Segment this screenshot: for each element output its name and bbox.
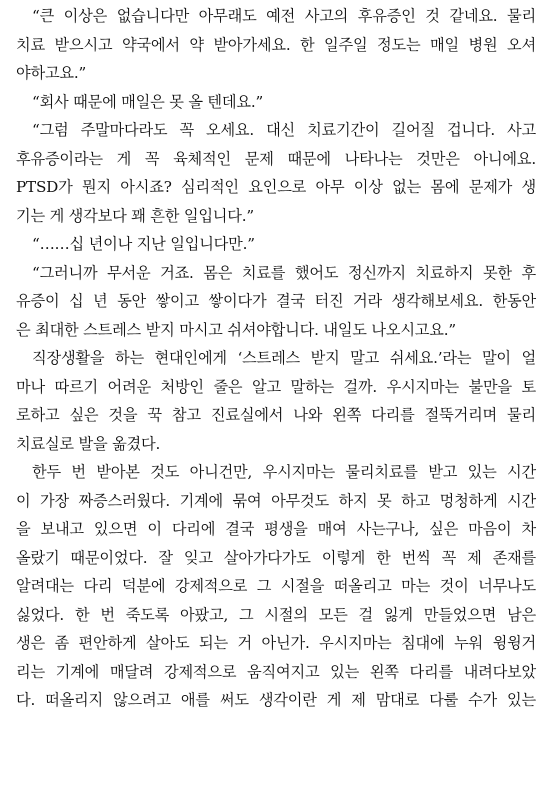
text-line: 이 가장 짜증스러웠다. 기계에 묶여 아무것도 하지 못 하고 멍청하게 시간 <box>16 491 536 510</box>
text-line: 을 보내고 있으면 이 다리에 결국 평생을 매여 사는구나, 싶은 마음이 차 <box>16 520 536 538</box>
text-line: 한두 번 받아본 것도 아니건만, 우시지마는 물리치료를 받고 있는 시간 <box>32 463 536 481</box>
text-line: 후유증이라는 게 꼭 육체적인 문제 때문에 나타나는 것만은 아니에요. <box>16 149 536 168</box>
text-line: 로하고 싶은 것을 꾹 참고 진료실에서 나와 왼쪽 다리를 절뚝거리며 물리 <box>16 406 536 424</box>
text-line: 직장생활을 하는 현대인에게 ‘스트레스 받지 말고 쉬세요.’라는 말이 얼 <box>32 349 536 367</box>
text-line: 야하고요.” <box>16 64 87 82</box>
text-line: “……십 년이나 지난 일입니다만.” <box>32 235 255 253</box>
text-line: “그러니까 무서운 거죠. 몸은 치료를 했어도 정신까지 치료하지 못한 후 <box>32 263 536 282</box>
text-line: 알려대는 다리 덕분에 강제적으로 그 시절을 떠올리고 마는 것이 너무나도 <box>16 577 536 595</box>
text-line: 올랐기 때문이었다. 잘 잊고 살아가다가도 이렇게 한 번씩 꼭 제 존재를 <box>16 548 536 567</box>
document-page <box>16 2 536 715</box>
text-line: 마나 따르기 어려운 처방인 줄은 알고 말하는 걸까. 우시지마는 불만을 토 <box>16 377 536 396</box>
text-line: 유증이 십 년 동안 쌓이고 쌓이다가 결국 터진 거라 생각해보세요. 한동안 <box>16 292 536 310</box>
text-line: 기는 게 생각보다 꽤 흔한 일입니다.” <box>16 206 254 225</box>
text-line: PTSD가 뭔지 아시죠? 심리적인 요인으로 아무 이상 없는 몸에 문제가 생 <box>16 178 536 196</box>
text-line: 다. 떠올리지 않으려고 애를 써도 생각이란 게 제 맘대로 다룰 수가 있는 <box>16 691 536 709</box>
text-line: “큰 이상은 없습니다만 아무래도 예전 사고의 후유증인 것 같네요. 물리 <box>32 7 536 25</box>
text-line: 싫었다. 한 번 죽도록 아팠고, 그 시절의 모든 걸 잃게 만들었으면 남은 <box>16 605 536 624</box>
text-line: 치료 받으시고 약국에서 약 받아가세요. 한 일주일 정도는 매일 병원 오셔 <box>16 35 536 54</box>
text-line: 치료실로 발을 옮겼다. <box>16 434 161 453</box>
text-line: 리는 기계에 매달려 강제적으로 움직여지고 있는 왼쪽 다리를 내려다보았 <box>16 662 536 681</box>
text-line: “회사 때문에 매일은 못 올 텐데요.” <box>32 92 264 111</box>
text-line: “그럼 주말마다라도 꼭 오세요. 대신 치료기간이 길어질 겁니다. 사고 <box>32 121 536 139</box>
text-line: 은 최대한 스트레스 받지 마시고 쉬셔야합니다. 내일도 나오시고요.” <box>16 320 456 339</box>
text-line: 생은 좀 편안하게 살아도 되는 거 아닌가. 우시지마는 침대에 누워 윙윙거 <box>16 634 536 652</box>
